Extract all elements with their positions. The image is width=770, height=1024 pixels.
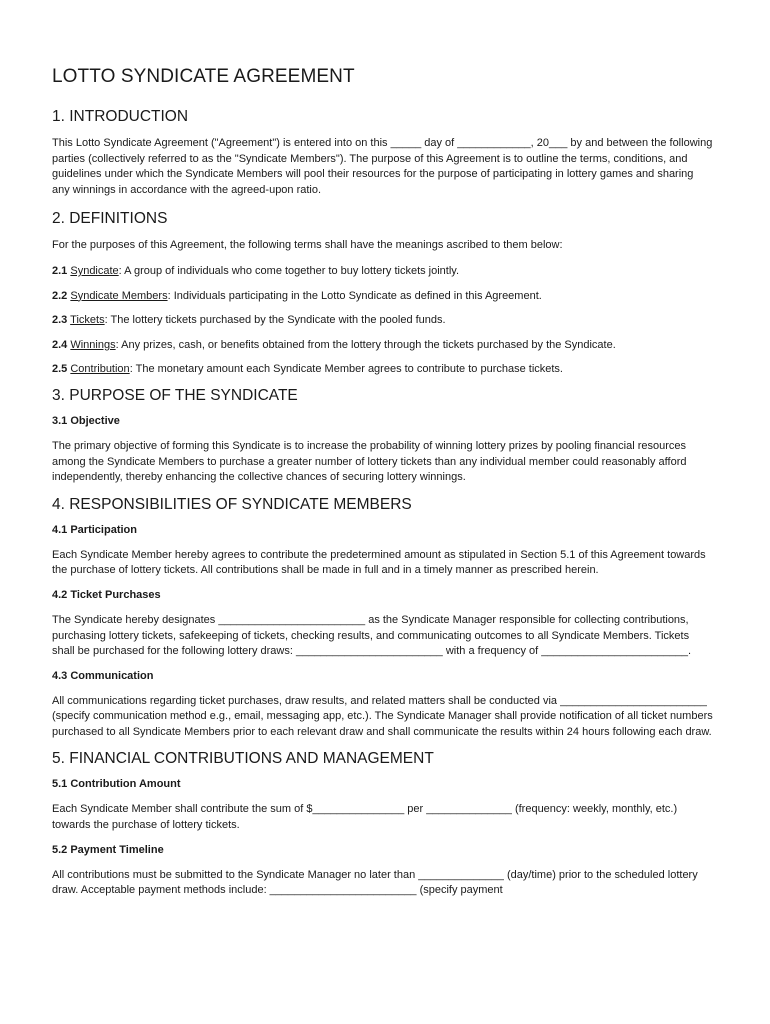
subsection-heading: 4.1 Participation [52, 523, 137, 536]
subsection-body: Each Syndicate Member shall contribute the sum of $_______________ per ______________ (frequency: weekly, monthly, etc.) towards the purchase of lottery tickets. [52, 803, 678, 832]
section-intro: For the purposes of this Agreement, the following terms shall have the meanings ascribed to them below: [52, 239, 563, 252]
definition-item: 2.4 Winnings: Any prizes, cash, or benefits obtained from the lottery through the tickets purchased by the Syndicate. [52, 338, 616, 351]
subsection-heading: 5.1 Contribution Amount [52, 778, 181, 791]
definition-item: 2.1 Syndicate: A group of individuals who come together to buy lottery tickets jointly. [52, 264, 460, 277]
subsection-body: Each Syndicate Member hereby agrees to contribute the predetermined amount as stipulated in Section 5.1 of this Agreement towards the purchase of lottery tickets. All contributions shall be made in full and in a timely manner as prescribed herein. [52, 548, 706, 577]
subsection-heading: 3.1 Objective [52, 414, 120, 427]
subsection-heading: 5.2 Payment Timeline [52, 843, 164, 856]
subsection-body: All communications regarding ticket purchases, draw results, and related matters shall be conducted via ________________________ (specify communication method e.g., email, messaging app, etc.). The Syndicate Manager shall provide notification of all ticket numbers purchased to all Syndicate Members prior to each relevant draw and shall communicate the results within 24 hours following each draw. [52, 694, 713, 738]
section-introduction [52, 108, 714, 198]
subsection-heading: 4.2 Ticket Purchases [52, 588, 161, 601]
definition-item: 2.3 Tickets: The lottery tickets purchased by the Syndicate with the pooled funds. [52, 314, 446, 327]
section-heading: 5. FINANCIAL CONTRIBUTIONS AND MANAGEMENT [52, 750, 434, 768]
section-body: This Lotto Syndicate Agreement ("Agreement") is entered into on this _____ day of ____________, 20___ by and between the following parties (collectively referred to as the "Syndicate Members"). The purpose of this Agreement is to outline the terms, conditions, and guidelines under which the Syndicate Members will pool their resources for the purpose of participating in lottery games and sharing any winnings in accordance with the agreed-upon ratio. [52, 137, 713, 196]
section-heading: 3. PURPOSE OF THE SYNDICATE [52, 386, 298, 404]
section-responsibilities [52, 496, 714, 741]
section-heading: 4. RESPONSIBILITIES OF SYNDICATE MEMBERS [52, 495, 412, 513]
section-definitions [52, 210, 714, 378]
subsection-body: All contributions must be submitted to the Syndicate Manager no later than ______________ (day/time) prior to the scheduled lottery draw. Acceptable payment methods include: ________________________ (specify payment [52, 868, 698, 897]
section-purpose [52, 387, 714, 486]
definition-item: 2.2 Syndicate Members: Individuals participating in the Lotto Syndicate as defined in this Agreement. [52, 289, 542, 302]
section-heading: 2. DEFINITIONS [52, 210, 168, 228]
subsection-heading: 4.3 Communication [52, 669, 154, 682]
section-financial [52, 750, 714, 898]
section-heading: 1. INTRODUCTION [52, 108, 189, 125]
document-title: LOTTO SYNDICATE AGREEMENT [52, 66, 355, 87]
subsection-body: The primary objective of forming this Syndicate is to increase the probability of winning lottery prizes by pooling financial resources among the Syndicate Members to purchase a greater number of lottery tickets than any individual member could reasonably afford independently, thereby enhancing the collective chances of securing lottery winnings. [52, 439, 687, 484]
definition-item: 2.5 Contribution: The monetary amount each Syndicate Member agrees to contribute to purchase tickets. [52, 363, 563, 376]
subsection-body: The Syndicate hereby designates ________________________ as the Syndicate Manager responsible for collecting contributions, purchasing lottery tickets, safekeeping of tickets, checking results, and communicating outcomes to all Syndicate Members. Tickets shall be purchased for the following lottery draws: ________________________ with a frequency of ________________________. [52, 613, 692, 658]
